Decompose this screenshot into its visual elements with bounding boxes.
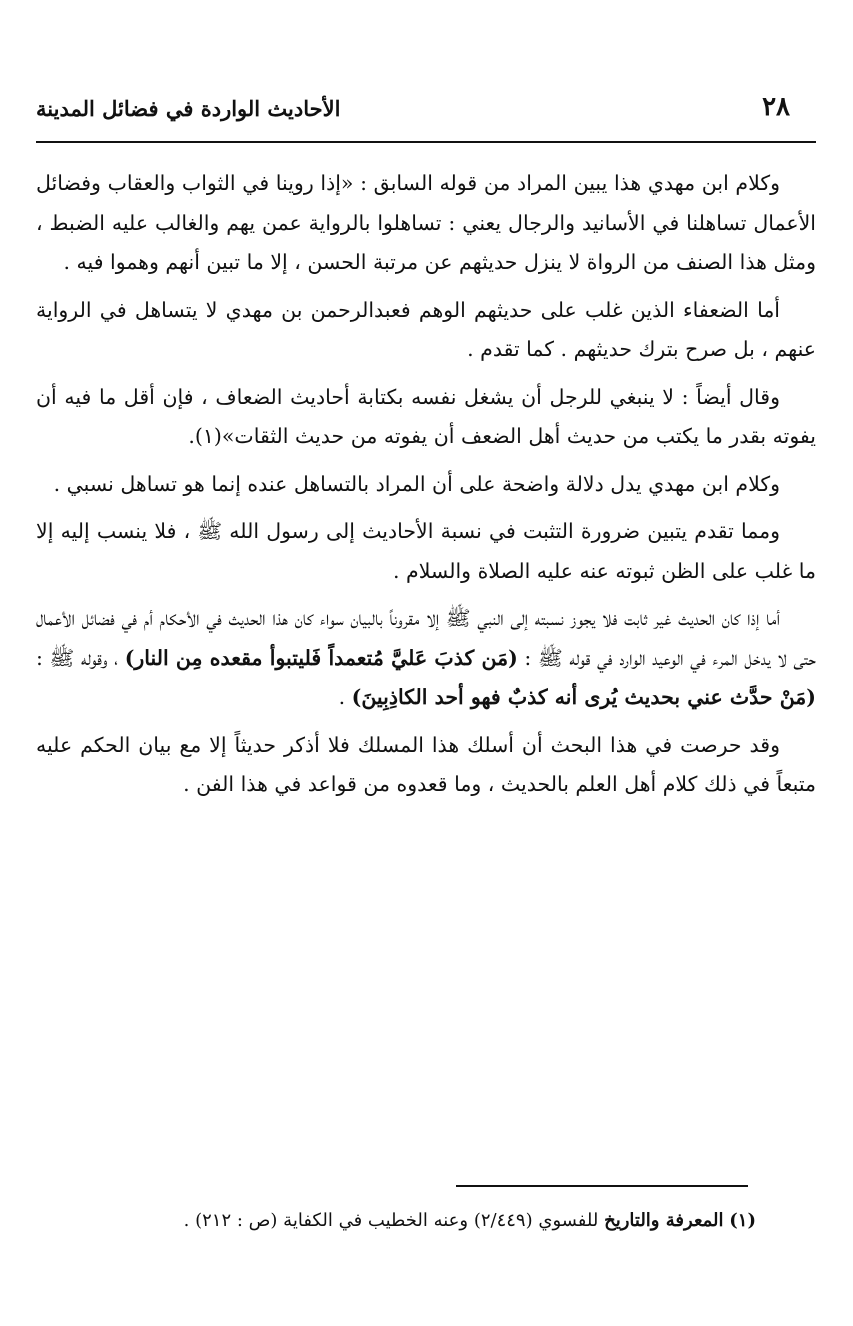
footnote-source: المعرفة والتاريخ — [604, 1210, 724, 1231]
paragraph-3: وقال أيضاً : لا ينبغي للرجل أن يشغل نفسه بكتابة أحاديث الضعاف ، فإن أقل ما فيه أن يفوته بقدر ما يكتب من حديث أهل الضعف أن يفوته من حديث الثقات»(١). — [36, 384, 816, 448]
header-divider — [36, 141, 816, 143]
running-title: الأحاديث الواردة في فضائل المدينة — [36, 96, 341, 121]
paragraph-2: أما الضعفاء الذين غلب على حديثهم الوهم فعبدالرحمن بن مهدي لا يتساهل في الرواية عنهم ، بل صرح بترك حديثهم . كما تقدم . — [36, 297, 816, 361]
paragraph-1: وكلام ابن مهدي هذا يبين المراد من قوله السابق : «إذا روينا في الثواب والعقاب وفضائل الأعمال تساهلنا في الأسانيد والرجال يعني : تساهلوا بالرواية عمن يهم والغالب عليه الضبط ، ومثل هذا الصنف من الرواة لا ينزل حديثهم عن مرتبة الحسن ، إلا ما تبين أنهم وهموا فيه . — [36, 171, 816, 274]
paragraph-6-end: . — [338, 685, 352, 709]
paragraph-7: وقد حرصت في هذا البحث أن أسلك هذا المسلك فلا أذكر حديثاً إلا مع بيان الحكم عليه متبعاً في ذلك كلام أهل العلم بالحديث ، وما قعدوه من قواعد في هذا الفن . — [36, 732, 816, 796]
hadith-quote-2: (مَنْ حدَّث عني بحديث يُرى أنه كذبٌ فهو أحد الكاذِبِينَ) — [351, 685, 816, 709]
page-header — [36, 88, 816, 128]
paragraph-6-connector: ، وقوله ﷺ : — [36, 645, 125, 670]
paragraph-4: وكلام ابن مهدي يدل دلالة واضحة على أن المراد بالتساهل عنده إنما هو تساهل نسبي . — [53, 471, 780, 496]
footnote — [36, 1205, 756, 1237]
paragraph-5: ومما تقدم يتبين ضرورة التثبت في نسبة الأحاديث إلى رسول الله ﷺ ، فلا ينسب إليه إلا ما غلب على الظن ثبوته عنه عليه الصلاة والسلام . — [36, 519, 816, 583]
footnote-text: للفسوي (٢/٤٤٩) وعنه الخطيب في الكفاية (ص : ٢١٢) . — [183, 1210, 605, 1231]
footnote-marker: (١) — [729, 1210, 756, 1231]
paragraph-6 — [36, 599, 816, 718]
footnote-divider — [456, 1185, 748, 1187]
main-text — [36, 164, 816, 805]
paragraph-6-intro: أما إذا كان الحديث غير ثابت فلا يجوز نسبته إلى النبي ﷺ إلا مقروناً بالبيان سواء كان هذا الحديث في الأحكام أم في فضائل الأعمال حتى لا يدخل المرء في الوعيد الوارد في قوله ﷺ : — [36, 606, 817, 670]
page-number: ٢٨ — [762, 92, 790, 122]
hadith-quote-1: (مَن كذبَ عَليَّ مُتعمداً فَليتبوأ مقعده مِن النار) — [124, 645, 518, 670]
